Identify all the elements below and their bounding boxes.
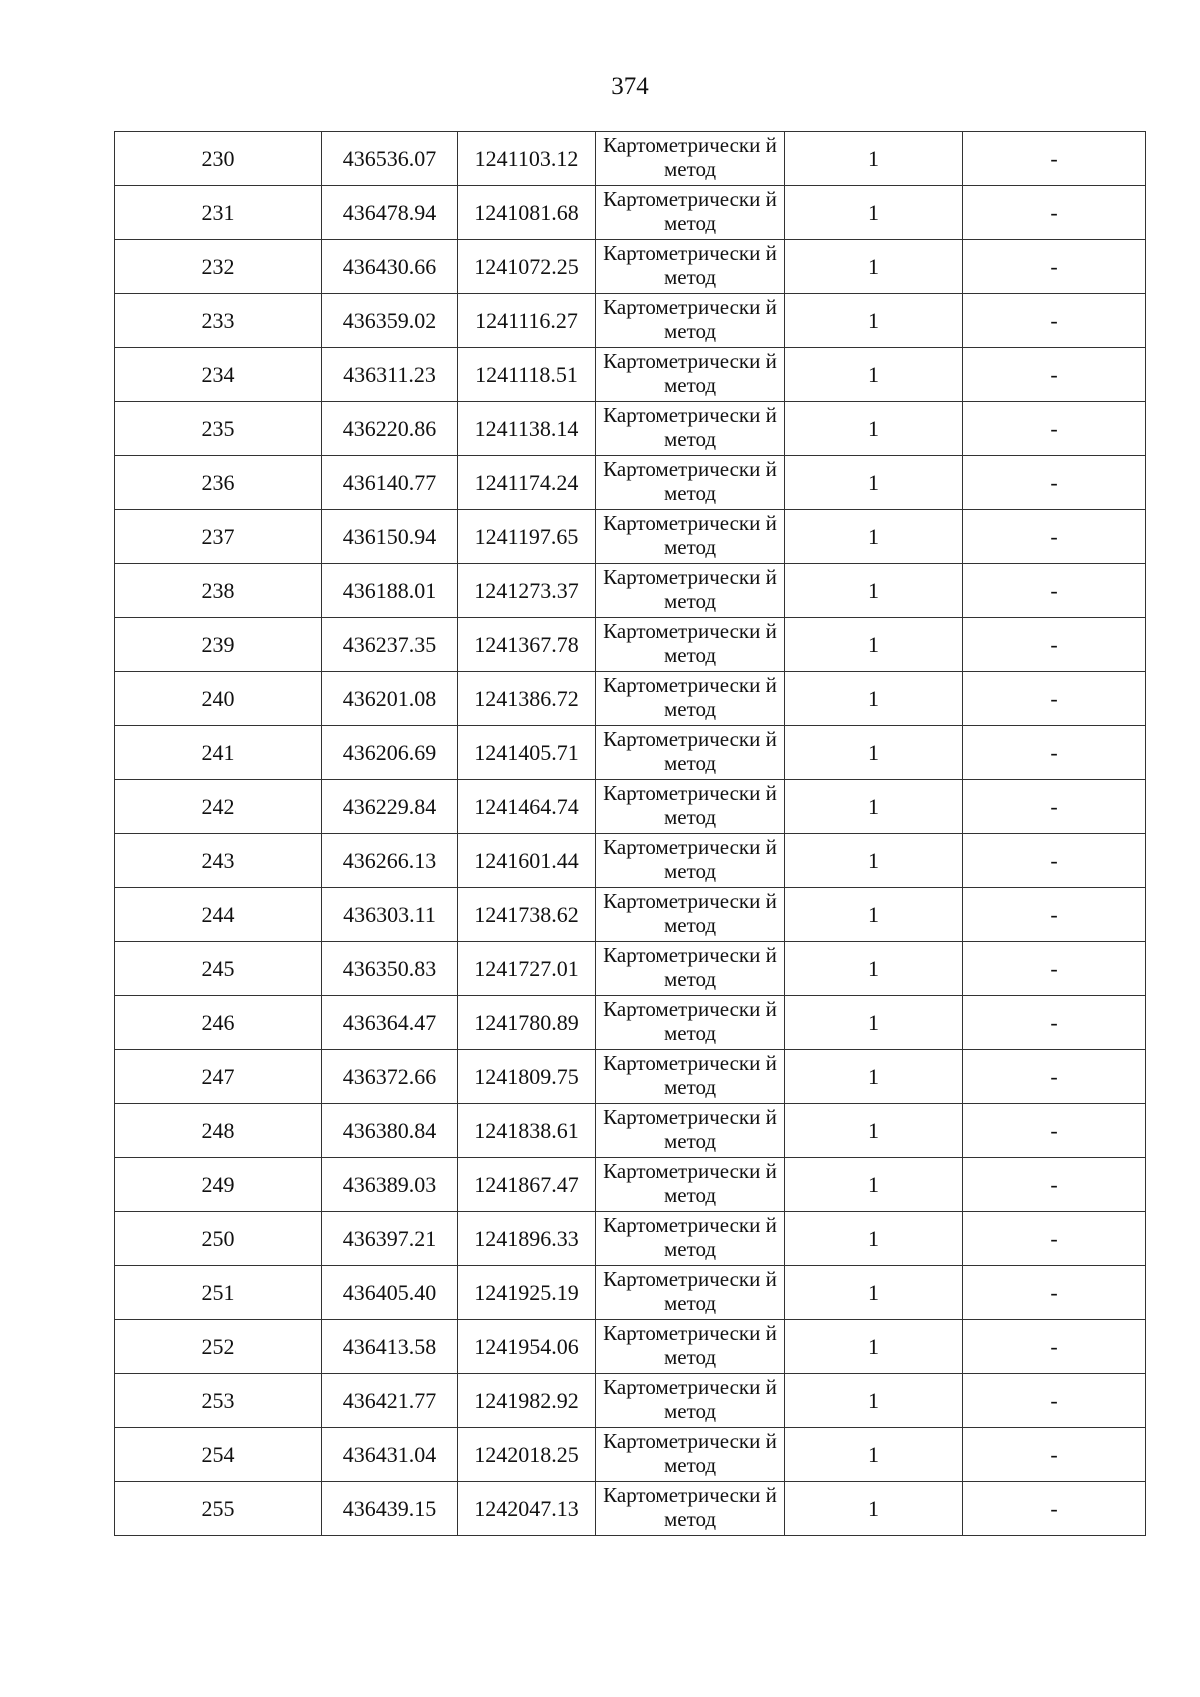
note-cell: - [963, 1374, 1146, 1428]
method-cell: Картометрически й метод [596, 1320, 785, 1374]
note-cell: - [963, 510, 1146, 564]
note-cell: - [963, 1158, 1146, 1212]
note-cell: - [963, 186, 1146, 240]
point-number-cell: 239 [115, 618, 322, 672]
accuracy-cell: 1 [785, 240, 963, 294]
table-row [115, 402, 1146, 456]
note-cell: - [963, 456, 1146, 510]
note-cell: - [963, 1212, 1146, 1266]
note-cell: - [963, 618, 1146, 672]
method-cell: Картометрически й метод [596, 456, 785, 510]
y-coordinate-cell: 1241982.92 [458, 1374, 596, 1428]
point-number-cell: 235 [115, 402, 322, 456]
accuracy-cell: 1 [785, 1482, 963, 1536]
x-coordinate-cell: 436389.03 [322, 1158, 458, 1212]
method-cell: Картометрически й метод [596, 1158, 785, 1212]
method-cell: Картометрически й метод [596, 1104, 785, 1158]
point-number-cell: 230 [115, 132, 322, 186]
y-coordinate-cell: 1241867.47 [458, 1158, 596, 1212]
method-cell: Картометрически й метод [596, 510, 785, 564]
x-coordinate-cell: 436405.40 [322, 1266, 458, 1320]
x-coordinate-cell: 436380.84 [322, 1104, 458, 1158]
table-row [115, 348, 1146, 402]
point-number-cell: 237 [115, 510, 322, 564]
accuracy-cell: 1 [785, 564, 963, 618]
accuracy-cell: 1 [785, 1104, 963, 1158]
accuracy-cell: 1 [785, 1320, 963, 1374]
y-coordinate-cell: 1241116.27 [458, 294, 596, 348]
method-cell: Картометрически й метод [596, 996, 785, 1050]
y-coordinate-cell: 1241072.25 [458, 240, 596, 294]
table-row [115, 726, 1146, 780]
table-row [115, 672, 1146, 726]
method-cell: Картометрически й метод [596, 1050, 785, 1104]
accuracy-cell: 1 [785, 1158, 963, 1212]
note-cell: - [963, 1266, 1146, 1320]
table-row [115, 834, 1146, 888]
point-number-cell: 245 [115, 942, 322, 996]
point-number-cell: 254 [115, 1428, 322, 1482]
point-number-cell: 248 [115, 1104, 322, 1158]
point-number-cell: 249 [115, 1158, 322, 1212]
method-cell: Картометрически й метод [596, 240, 785, 294]
x-coordinate-cell: 436350.83 [322, 942, 458, 996]
x-coordinate-cell: 436206.69 [322, 726, 458, 780]
accuracy-cell: 1 [785, 1266, 963, 1320]
y-coordinate-cell: 1241738.62 [458, 888, 596, 942]
note-cell: - [963, 726, 1146, 780]
table-row [115, 186, 1146, 240]
note-cell: - [963, 348, 1146, 402]
note-cell: - [963, 402, 1146, 456]
point-number-cell: 252 [115, 1320, 322, 1374]
table-row [115, 1212, 1146, 1266]
y-coordinate-cell: 1241727.01 [458, 942, 596, 996]
y-coordinate-cell: 1241081.68 [458, 186, 596, 240]
y-coordinate-cell: 1241138.14 [458, 402, 596, 456]
point-number-cell: 238 [115, 564, 322, 618]
y-coordinate-cell: 1241896.33 [458, 1212, 596, 1266]
note-cell: - [963, 294, 1146, 348]
y-coordinate-cell: 1241954.06 [458, 1320, 596, 1374]
accuracy-cell: 1 [785, 834, 963, 888]
y-coordinate-cell: 1241809.75 [458, 1050, 596, 1104]
accuracy-cell: 1 [785, 726, 963, 780]
y-coordinate-cell: 1241925.19 [458, 1266, 596, 1320]
note-cell: - [963, 834, 1146, 888]
x-coordinate-cell: 436237.35 [322, 618, 458, 672]
x-coordinate-cell: 436421.77 [322, 1374, 458, 1428]
method-cell: Картометрически й метод [596, 1428, 785, 1482]
point-number-cell: 247 [115, 1050, 322, 1104]
method-cell: Картометрически й метод [596, 186, 785, 240]
accuracy-cell: 1 [785, 672, 963, 726]
x-coordinate-cell: 436140.77 [322, 456, 458, 510]
point-number-cell: 253 [115, 1374, 322, 1428]
accuracy-cell: 1 [785, 1374, 963, 1428]
table-row [115, 888, 1146, 942]
table-row [115, 564, 1146, 618]
x-coordinate-cell: 436311.23 [322, 348, 458, 402]
y-coordinate-cell: 1241386.72 [458, 672, 596, 726]
table-row [115, 240, 1146, 294]
method-cell: Картометрически й метод [596, 1482, 785, 1536]
note-cell: - [963, 1482, 1146, 1536]
method-cell: Картометрически й метод [596, 348, 785, 402]
point-number-cell: 244 [115, 888, 322, 942]
note-cell: - [963, 888, 1146, 942]
accuracy-cell: 1 [785, 510, 963, 564]
note-cell: - [963, 780, 1146, 834]
method-cell: Картометрически й метод [596, 564, 785, 618]
note-cell: - [963, 132, 1146, 186]
table-row [115, 132, 1146, 186]
y-coordinate-cell: 1241174.24 [458, 456, 596, 510]
y-coordinate-cell: 1241367.78 [458, 618, 596, 672]
table-row [115, 942, 1146, 996]
note-cell: - [963, 240, 1146, 294]
note-cell: - [963, 1428, 1146, 1482]
table-row [115, 1266, 1146, 1320]
table-row [115, 1320, 1146, 1374]
note-cell: - [963, 996, 1146, 1050]
point-number-cell: 250 [115, 1212, 322, 1266]
accuracy-cell: 1 [785, 888, 963, 942]
method-cell: Картометрически й метод [596, 888, 785, 942]
point-number-cell: 251 [115, 1266, 322, 1320]
method-cell: Картометрически й метод [596, 726, 785, 780]
x-coordinate-cell: 436229.84 [322, 780, 458, 834]
x-coordinate-cell: 436430.66 [322, 240, 458, 294]
page-number: 374 [611, 73, 649, 100]
x-coordinate-cell: 436439.15 [322, 1482, 458, 1536]
table-row [115, 996, 1146, 1050]
method-cell: Картометрически й метод [596, 618, 785, 672]
y-coordinate-cell: 1241273.37 [458, 564, 596, 618]
x-coordinate-cell: 436364.47 [322, 996, 458, 1050]
note-cell: - [963, 672, 1146, 726]
method-cell: Картометрически й метод [596, 402, 785, 456]
method-cell: Картометрически й метод [596, 1212, 785, 1266]
point-number-cell: 231 [115, 186, 322, 240]
table-row [115, 1158, 1146, 1212]
y-coordinate-cell: 1241464.74 [458, 780, 596, 834]
note-cell: - [963, 564, 1146, 618]
y-coordinate-cell: 1242047.13 [458, 1482, 596, 1536]
table-row [115, 780, 1146, 834]
note-cell: - [963, 1320, 1146, 1374]
x-coordinate-cell: 436188.01 [322, 564, 458, 618]
method-cell: Картометрически й метод [596, 1266, 785, 1320]
y-coordinate-cell: 1241118.51 [458, 348, 596, 402]
table-row [115, 1428, 1146, 1482]
point-number-cell: 232 [115, 240, 322, 294]
point-number-cell: 233 [115, 294, 322, 348]
y-coordinate-cell: 1241103.12 [458, 132, 596, 186]
accuracy-cell: 1 [785, 618, 963, 672]
coordinates-table-body [115, 132, 1146, 1536]
note-cell: - [963, 1050, 1146, 1104]
table-row [115, 618, 1146, 672]
point-number-cell: 242 [115, 780, 322, 834]
x-coordinate-cell: 436303.11 [322, 888, 458, 942]
y-coordinate-cell: 1241197.65 [458, 510, 596, 564]
accuracy-cell: 1 [785, 1428, 963, 1482]
x-coordinate-cell: 436478.94 [322, 186, 458, 240]
accuracy-cell: 1 [785, 1212, 963, 1266]
accuracy-cell: 1 [785, 1050, 963, 1104]
x-coordinate-cell: 436413.58 [322, 1320, 458, 1374]
point-number-cell: 243 [115, 834, 322, 888]
accuracy-cell: 1 [785, 942, 963, 996]
accuracy-cell: 1 [785, 132, 963, 186]
x-coordinate-cell: 436359.02 [322, 294, 458, 348]
table-row [115, 294, 1146, 348]
point-number-cell: 240 [115, 672, 322, 726]
point-number-cell: 234 [115, 348, 322, 402]
y-coordinate-cell: 1242018.25 [458, 1428, 596, 1482]
accuracy-cell: 1 [785, 780, 963, 834]
x-coordinate-cell: 436397.21 [322, 1212, 458, 1266]
method-cell: Картометрически й метод [596, 132, 785, 186]
table-row [115, 1104, 1146, 1158]
method-cell: Картометрически й метод [596, 294, 785, 348]
accuracy-cell: 1 [785, 996, 963, 1050]
accuracy-cell: 1 [785, 294, 963, 348]
coordinates-table [114, 131, 1146, 1536]
point-number-cell: 255 [115, 1482, 322, 1536]
note-cell: - [963, 1104, 1146, 1158]
y-coordinate-cell: 1241601.44 [458, 834, 596, 888]
x-coordinate-cell: 436266.13 [322, 834, 458, 888]
x-coordinate-cell: 436220.86 [322, 402, 458, 456]
accuracy-cell: 1 [785, 402, 963, 456]
note-cell: - [963, 942, 1146, 996]
y-coordinate-cell: 1241780.89 [458, 996, 596, 1050]
method-cell: Картометрически й метод [596, 834, 785, 888]
method-cell: Картометрически й метод [596, 1374, 785, 1428]
method-cell: Картометрически й метод [596, 780, 785, 834]
table-row [115, 510, 1146, 564]
x-coordinate-cell: 436150.94 [322, 510, 458, 564]
method-cell: Картометрически й метод [596, 672, 785, 726]
method-cell: Картометрически й метод [596, 942, 785, 996]
table-row [115, 1482, 1146, 1536]
x-coordinate-cell: 436431.04 [322, 1428, 458, 1482]
x-coordinate-cell: 436536.07 [322, 132, 458, 186]
table-row [115, 1050, 1146, 1104]
accuracy-cell: 1 [785, 348, 963, 402]
table-row [115, 456, 1146, 510]
accuracy-cell: 1 [785, 186, 963, 240]
table-row [115, 1374, 1146, 1428]
accuracy-cell: 1 [785, 456, 963, 510]
point-number-cell: 236 [115, 456, 322, 510]
point-number-cell: 246 [115, 996, 322, 1050]
y-coordinate-cell: 1241838.61 [458, 1104, 596, 1158]
point-number-cell: 241 [115, 726, 322, 780]
y-coordinate-cell: 1241405.71 [458, 726, 596, 780]
x-coordinate-cell: 436372.66 [322, 1050, 458, 1104]
x-coordinate-cell: 436201.08 [322, 672, 458, 726]
